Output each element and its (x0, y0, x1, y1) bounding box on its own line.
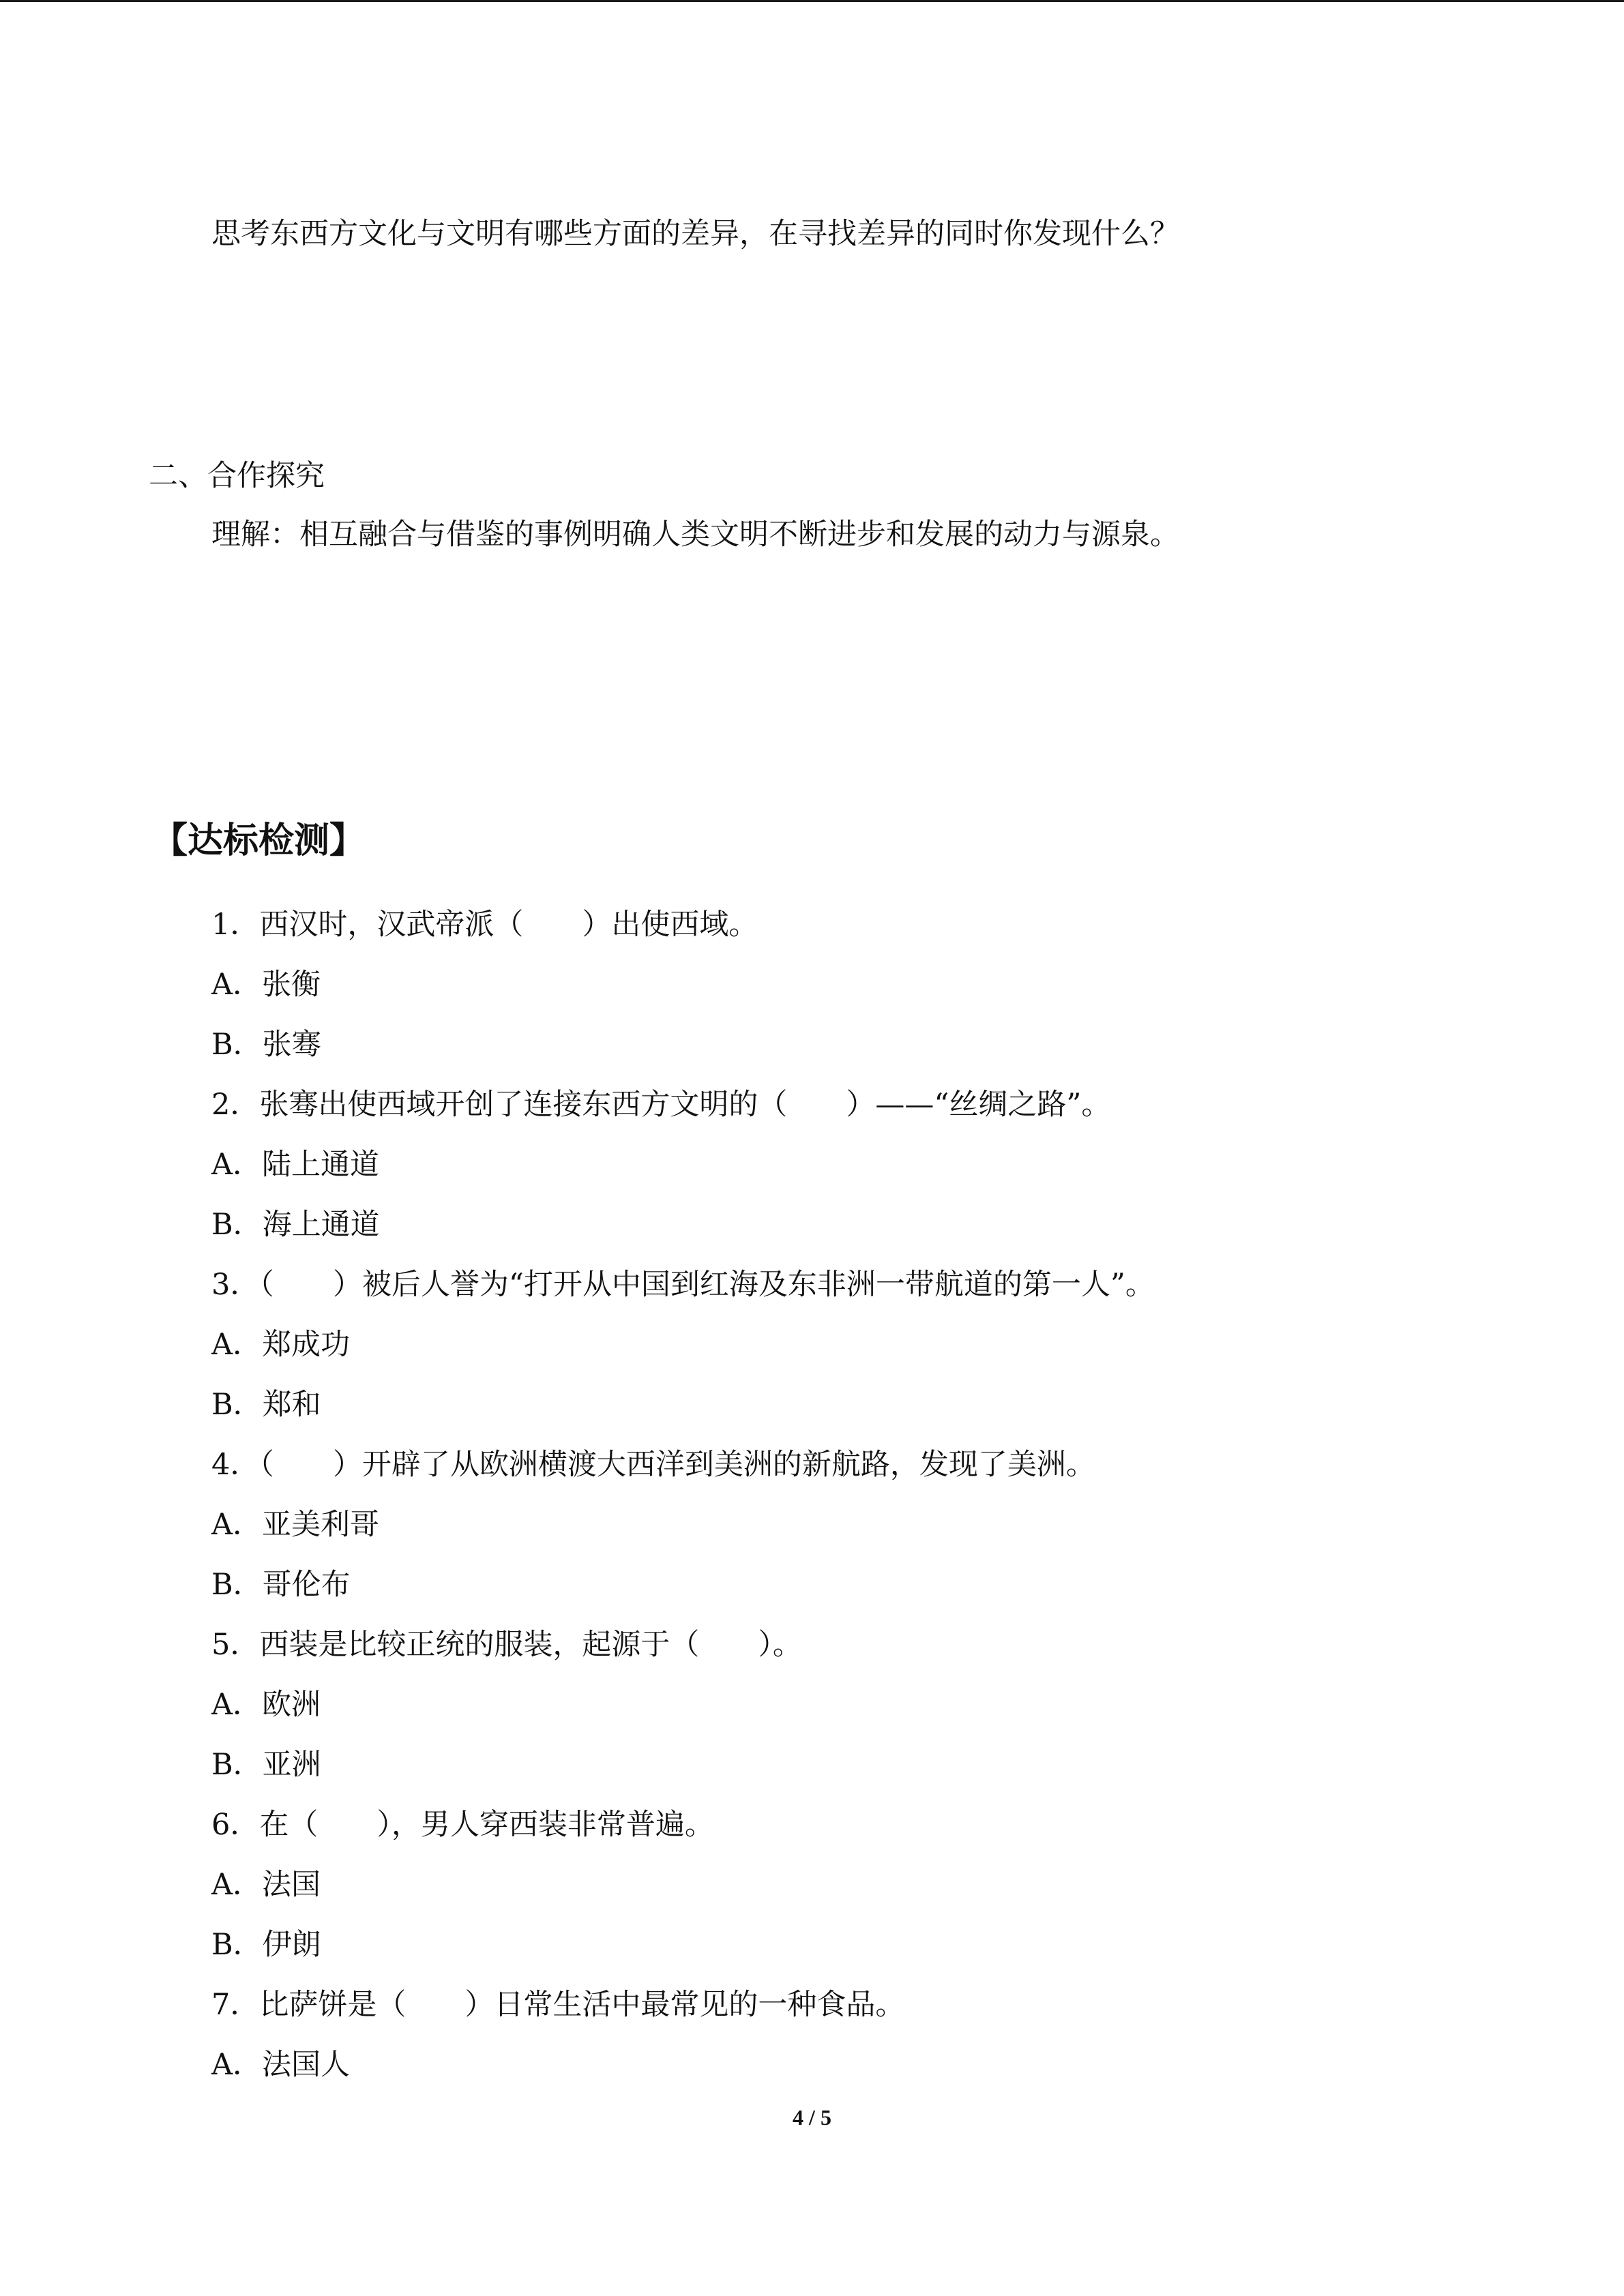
question-6: 6．在（ ），男人穿西装非常普遍。 (211, 1808, 714, 1842)
question-2-option-b: B．海上通道 (211, 1208, 380, 1242)
question-4-option-a: A．亚美利哥 (211, 1508, 380, 1542)
question-5-option-b: B．亚洲 (211, 1748, 321, 1782)
top-border (0, 0, 1624, 2)
assessment-heading: 【达标检测】 (152, 820, 366, 861)
section-text: 理解：相互融合与借鉴的事例明确人类文明不断进步和发展的动力与源泉。 (211, 518, 1179, 552)
question-1: 1．西汉时，汉武帝派（ ）出使西域。 (211, 908, 758, 942)
question-7: 7．比萨饼是（ ）日常生活中最常见的一种食品。 (211, 1988, 905, 2022)
question-4: 4．（ ）开辟了从欧洲横渡大西洋到美洲的新航路，发现了美洲。 (211, 1448, 1095, 1482)
question-2-option-a: A．陆上通道 (211, 1148, 380, 1182)
question-3-option-b: B．郑和 (211, 1388, 321, 1422)
question-2: 2．张骞出使西域开创了连接东西方文明的（ ）——“丝绸之路”。 (211, 1088, 1111, 1122)
reflection-prompt: 思考东西方文化与文明有哪些方面的差异，在寻找差异的同时你发现什么？ (211, 217, 1179, 251)
question-1-option-b: B．张骞 (211, 1028, 321, 1062)
question-6-option-a: A．法国 (211, 1868, 321, 1902)
question-7-option-a: A．法国人 (211, 2048, 351, 2082)
section-title: 二、合作探究 (149, 459, 325, 493)
question-5-option-a: A．欧洲 (211, 1688, 321, 1722)
question-3: 3．（ ）被后人誉为“打开从中国到红海及东非洲一带航道的第一人”。 (211, 1268, 1155, 1302)
page-number: 4 / 5 (793, 2105, 831, 2130)
question-1-option-a: A．张衡 (211, 968, 321, 1002)
question-6-option-b: B．伊朗 (211, 1928, 321, 1962)
question-5: 5．西装是比较正统的服装，起源于（ ）。 (211, 1628, 802, 1662)
question-4-option-b: B．哥伦布 (211, 1568, 351, 1602)
question-3-option-a: A．郑成功 (211, 1328, 351, 1362)
